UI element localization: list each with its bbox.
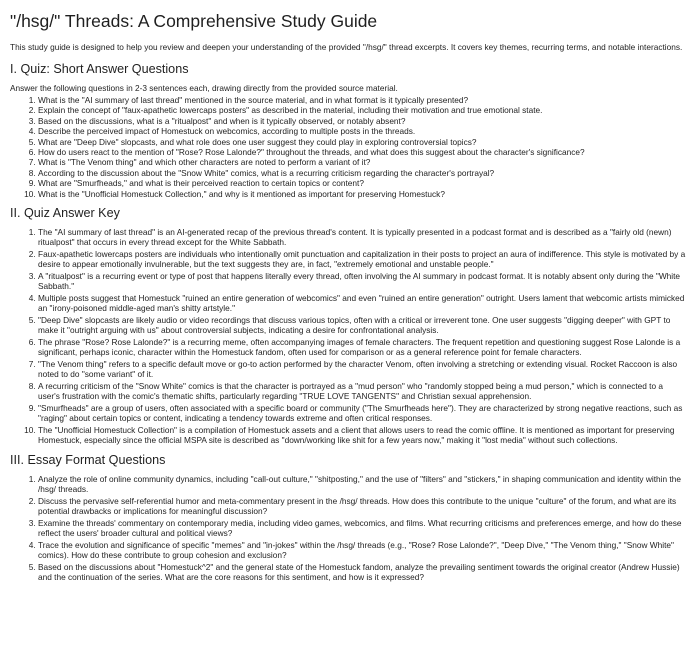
essay-item: 5. Based on the discussions about "Homestuck^2" and the general state of the Homestuck fandom, analyze the prevailing sentiment towards the original creator (Andrew Hussie) and the continuation of the series. What are the core reasons for this sentiment, and how is it expressed? bbox=[38, 562, 687, 583]
quiz-instructions: Answer the following questions in 2-3 sentences each, drawing directly from the provided source material. bbox=[10, 83, 398, 93]
quiz-item: 3. Based on the discussions, what is a "ritualpost" and when is it typically observed, or notably absent? bbox=[38, 116, 687, 126]
answer-key-section bbox=[10, 205, 687, 446]
document-title: "/hsg/" Threads: A Comprehensive Study Guide bbox=[10, 11, 378, 31]
answer-item: 2. Faux-apathetic lowercaps posters are individuals who intentionally omit punctuation and capitalization in their posts to project an aura of indifference. This style is motivated by a desire to appear emotionally invulnerable, but the text suggests they are, in fact, "extremely emotional and unstable people." bbox=[38, 249, 687, 270]
essay-heading: III. Essay Format Questions bbox=[10, 452, 166, 467]
answer-list bbox=[10, 227, 687, 446]
quiz-item: 7. What is "The Venom thing" and which other characters are noted to perform a variant of it? bbox=[38, 157, 687, 167]
answer-item: 6. The phrase "Rose? Rose Lalonde?" is a recurring meme, often accompanying images of female characters. The frequent repetition and questioning suggest Rose Lalonde is a significant, perhaps iconic, character within the Homestuck fandom, often used for comparison or as a general reference point for female characters. bbox=[38, 337, 687, 358]
answer-item: 4. Multiple posts suggest that Homestuck "ruined an entire generation of webcomics" and even "ruined an entire generation" outright. Users lament that webcomic artists mimicked an "irony-poisoned middle-aged man's shitty artstyle." bbox=[38, 293, 687, 314]
quiz-item: 1. What is the "AI summary of last thread" mentioned in the source material, and in what format is it typically presented? bbox=[38, 95, 687, 105]
quiz-item: 2. Explain the concept of "faux-apathetic lowercaps posters" as described in the material, including their motivation and true emotional state. bbox=[38, 105, 687, 115]
quiz-item: 8. According to the discussion about the "Snow White" comics, what is a recurring criticism regarding the character's portrayal? bbox=[38, 168, 687, 178]
quiz-section bbox=[10, 61, 687, 199]
answer-key-heading: II. Quiz Answer Key bbox=[10, 206, 120, 221]
answer-item: 1. The "AI summary of last thread" is an AI-generated recap of the previous thread's content. It is typically presented in a podcast format and is described as a "fairly old (newn) ritualpost" that occurs in every thread except for the White Sabbath. bbox=[38, 227, 687, 248]
quiz-item: 10. What is the "Unofficial Homestuck Collection," and why is it mentioned as important for preserving Homestuck? bbox=[38, 189, 687, 199]
intro-paragraph: This study guide is designed to help you review and deepen your understanding of the provided "/hsg/" thread excerpts. It covers key themes, recurring terms, and notable interactions. bbox=[10, 42, 683, 52]
essay-item: 4. Trace the evolution and significance of specific "memes" and "in-jokes" within the /hsg/ threads (e.g., "Rose? Rose Lalonde?", "Deep Dive," "The Venom thing," "Snow White" comics). How do these contribute to group cohesion and exclusion? bbox=[38, 540, 687, 561]
quiz-item: 4. Describe the perceived impact of Homestuck on webcomics, according to multiple posts in the threads. bbox=[38, 126, 687, 136]
quiz-item: 9. What are "Smurfheads," and what is their perceived reaction to certain topics or content? bbox=[38, 178, 687, 188]
quiz-item: 6. How do users react to the mention of "Rose? Rose Lalonde?" throughout the threads, and what does this suggest about the character's significance? bbox=[38, 147, 687, 157]
quiz-heading: I. Quiz: Short Answer Questions bbox=[10, 62, 189, 76]
answer-item: 10. The "Unofficial Homestuck Collection" is a compilation of Homestuck assets and a client that allows users to read the comic offline. It is mentioned as important for preserving Homestuck, especially since the official MSPA site is described as "down/working like shit for a few years now," making it "lost media" without such collections. bbox=[38, 425, 687, 446]
essay-item: 2. Discuss the pervasive self-referential humor and meta-commentary present in the /hsg/ threads. How does this contribute to the unique "culture" of the forum, and what are its potential drawbacks or implications for meaningful discussion? bbox=[38, 496, 687, 517]
answer-item: 5. "Deep Dive" slopcasts are likely audio or video recordings that discuss various topics, often with a critical or irreverent tone. One user suggests "digging deeper" with GPT to make it "outright arguing with us" about controversial subjects, indicating a desire for confrontational analysis. bbox=[38, 315, 687, 336]
essay-list bbox=[10, 474, 687, 583]
essay-item: 3. Examine the threads' commentary on contemporary media, including video games, webcomics, and films. What recurring criticisms and preferences emerge, and how do these reflect the users' broader cultural and political views? bbox=[38, 518, 687, 539]
answer-item: 7. "The Venom thing" refers to a specific default move or go-to action performed by the character Venom, often involving a stretching or extending visual. Rocket Raccoon is also noted to do "some variant" of it. bbox=[38, 359, 687, 380]
answer-item: 8. A recurring criticism of the "Snow White" comics is that the character is portrayed as a "mud person" who "randomly stopped being a mud person," which is connected to a user's frustration with the comic's thematic shifts, particularly regarding "TRUE LOVE TANGENTS" and Christian sexual apprehension. bbox=[38, 381, 687, 402]
quiz-list bbox=[10, 95, 687, 199]
answer-item: 3. A "ritualpost" is a recurring event or type of post that happens literally every thread, often involving the AI summary in podcast format. It is notably absent only during the "White Sabbath." bbox=[38, 271, 687, 292]
essay-item: 1. Analyze the role of online community dynamics, including "call-out culture," "shitposting," and the use of "filters" and "stickers," in shaping communication and identity within the /hsg/ threads. bbox=[38, 474, 687, 495]
quiz-item: 5. What are "Deep Dive" slopcasts, and what role does one user suggest they could play in exploring controversial topics? bbox=[38, 137, 687, 147]
essay-section bbox=[10, 452, 687, 583]
answer-item: 9. "Smurfheads" are a group of users, often associated with a specific board or community ("The Smurfheads here"). They are characterized by strong negative reactions, such as "raging" about certain topics or content, indicating a tendency towards extreme and often critical responses. bbox=[38, 403, 687, 424]
